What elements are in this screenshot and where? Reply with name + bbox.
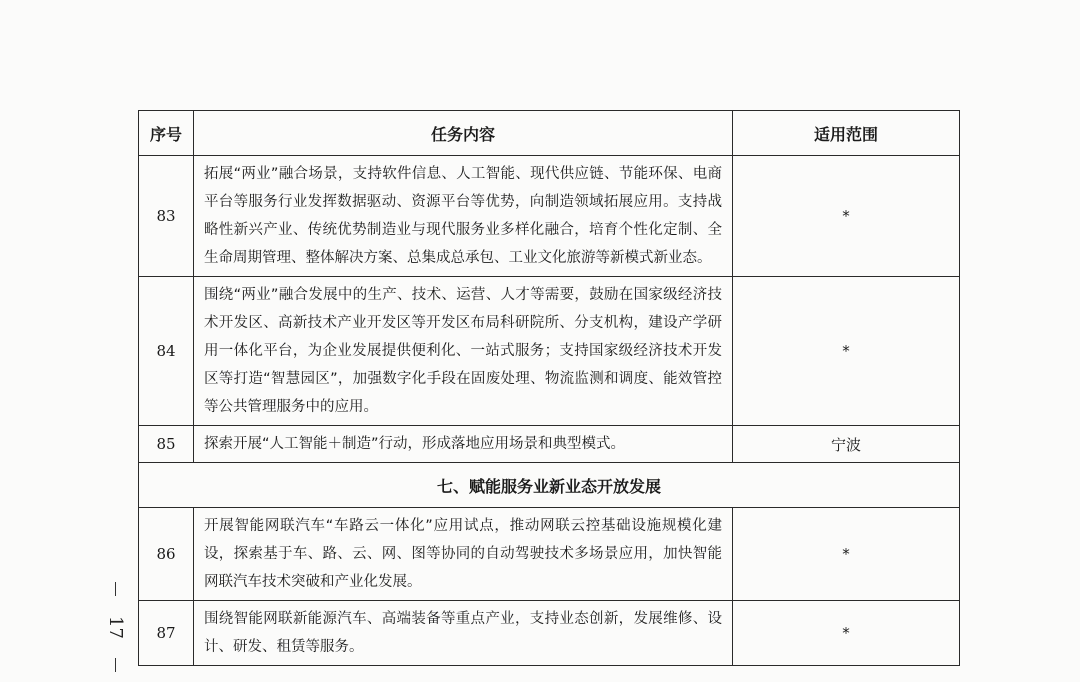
row-seq: 84 [139, 277, 194, 426]
row-scope: * [733, 156, 960, 277]
row-content: 围绕智能网联新能源汽车、高端装备等重点产业，支持业态创新，发展维修、设计、研发、租赁等服务。 [194, 601, 733, 666]
task-table [138, 110, 960, 666]
section-row [139, 463, 960, 508]
row-scope: * [733, 508, 960, 601]
row-seq: 87 [139, 601, 194, 666]
row-scope: * [733, 277, 960, 426]
table-row [139, 601, 960, 666]
row-seq: 85 [139, 426, 194, 463]
row-seq: 83 [139, 156, 194, 277]
row-scope: 宁波 [733, 426, 960, 463]
header-scope: 适用范围 [733, 111, 960, 156]
page-number-text: 17 [104, 615, 126, 639]
row-content: 探索开展“人工智能＋制造”行动，形成落地应用场景和典型模式。 [194, 426, 733, 463]
table-row [139, 277, 960, 426]
row-content: 拓展“两业”融合场景，支持软件信息、人工智能、现代供应链、节能环保、电商平台等服务行业发挥数据驱动、资源平台等优势，向制造领域拓展应用。支持战略性新兴产业、传统优势制造业与现代服务业多样化融合，培育个性化定制、全生命周期管理、整体解决方案、总集成总承包、工业文化旅游等新模式新业态。 [194, 156, 733, 277]
row-content: 围绕“两业”融合发展中的生产、技术、运营、人才等需要，鼓励在国家级经济技术开发区、高新技术产业开发区等开发区布局科研院所、分支机构，建设产学研用一体化平台，为企业发展提供便利化、一站式服务；支持国家级经济技术开发区等打造“智慧园区”，加强数字化手段在固废处理、物流监测和调度、能效管控等公共管理服务中的应用。 [194, 277, 733, 426]
row-scope: * [733, 601, 960, 666]
table-row [139, 508, 960, 601]
section-title: 七、赋能服务业新业态开放发展 [139, 463, 960, 508]
page-number-dash-top [115, 582, 116, 596]
table-row [139, 156, 960, 277]
row-seq: 86 [139, 508, 194, 601]
header-seq: 序号 [139, 111, 194, 156]
page-number-dash-bottom [115, 658, 116, 672]
page-number [100, 582, 130, 672]
row-content: 开展智能网联汽车“车路云一体化”应用试点，推动网联云控基础设施规模化建设，探索基于车、路、云、网、图等协同的自动驾驶技术多场景应用，加快智能网联汽车技术突破和产业化发展。 [194, 508, 733, 601]
table-row [139, 426, 960, 463]
table-header-row [139, 111, 960, 156]
header-content: 任务内容 [194, 111, 733, 156]
